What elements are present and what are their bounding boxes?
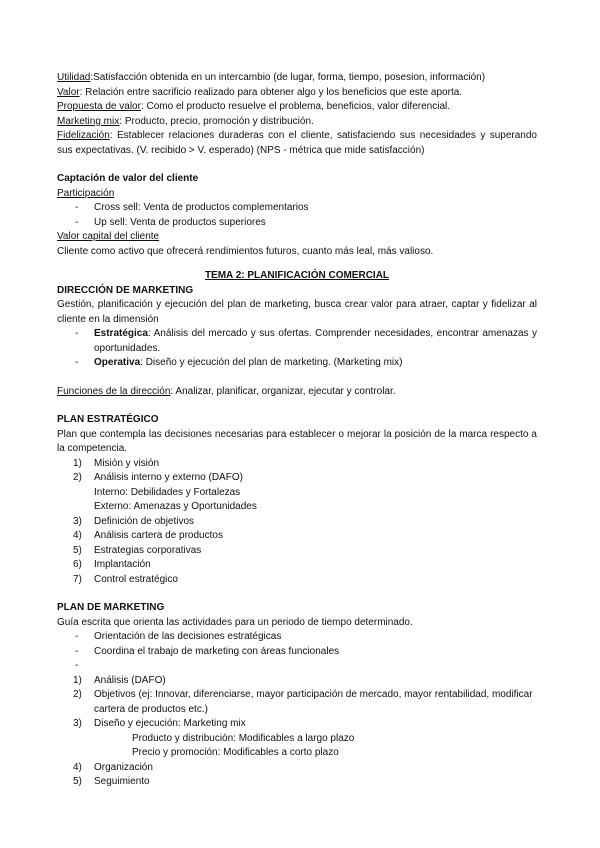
list-item: 4) Organización <box>73 761 153 773</box>
list-item: - Estratégica: Análisis del mercado y sus ofertas. Comprender necesidades, encontrar amenazas y oportunidades. <box>75 328 537 354</box>
list-item: 7) Control estratégico <box>73 573 178 585</box>
list-item: - Coordina el trabajo de marketing con áreas funcionales <box>75 645 340 657</box>
definition-valor: Valor: Relación entre sacrificio realizado para obtener algo y los beneficios que este aporta. <box>57 86 463 98</box>
definition-propuesta-valor: Propuesta de valor: Como el producto resuelve el problema, beneficios, valor diferencial. <box>57 101 451 112</box>
direccion-heading: DIRECCIÓN DE MARKETING <box>57 284 194 296</box>
list-item: 5) Estrategias corporativas <box>73 544 202 556</box>
list-item: 2) Análisis interno y externo (DAFO) <box>73 472 243 483</box>
plan-estrategico-heading: PLAN ESTRATÉGICO <box>57 414 159 425</box>
list-item: 2) Objetivos (ej: Innovar, diferenciarse, mayor participación de mercado, mayor rentabilidad, modificar cartera de productos etc.) <box>73 689 533 715</box>
list-item: 3) Diseño y ejecución: Marketing mix <box>73 718 246 729</box>
sub-item: Interno: Debilidades y Fortalezas <box>94 486 241 498</box>
list-item: 3) Definición de objetivos <box>73 515 195 527</box>
plan-estrategico-text: Plan que contempla las decisiones necesarias para establecer o mejorar la posición de la marca respecto a la competencia. <box>57 428 537 454</box>
plan-marketing-heading: PLAN DE MARKETING <box>57 602 165 613</box>
definition-fidelizacion: Fidelización: Establecer relaciones duraderas con el cliente, satisfaciendo sus necesidades y superando sus expectativas. (V. recibido > V. esperado) (NPS - métrica que mide satisfacción) <box>57 130 537 156</box>
captacion-heading: Captación de valor del cliente <box>57 173 199 184</box>
list-item: 1) Análisis (DAFO) <box>73 674 166 686</box>
valor-capital-text: Cliente como activo que ofrecerá rendimientos futuros, cuanto más leal, más valioso. <box>57 245 434 257</box>
document-page <box>57 71 537 790</box>
definition-utilidad: Utilidad:Satisfacción obtenida en un intercambio (de lugar, forma, tiempo, posesion, información) <box>57 72 486 83</box>
sub-item: Producto y distribución: Modificables a largo plazo <box>132 732 355 744</box>
list-item: - Up sell: Venta de productos superiores <box>75 216 266 228</box>
list-item: 4) Análisis cartera de productos <box>73 530 223 541</box>
sub-item: Precio y promoción: Modificables a corto plazo <box>132 747 339 758</box>
list-item: 1) Misión y visión <box>73 457 160 469</box>
list-item: - <box>75 660 79 671</box>
plan-marketing-text: Guía escrita que orienta las actividades para un periodo de tiempo determinado. <box>57 616 413 628</box>
participacion-label: Participación <box>57 187 115 199</box>
direccion-text: Gestión, planificación y ejecución del plan de marketing, busca crear valor para atraer, captar y fidelizar al cliente en la dimensión <box>57 299 537 325</box>
list-item: 5) Seguimiento <box>73 776 150 787</box>
list-item: - Cross sell: Venta de productos complementarios <box>75 202 309 213</box>
section-title: TEMA 2: PLANIFICACIÓN COMERCIAL <box>204 270 390 281</box>
list-item: 6) Implantación <box>73 559 151 570</box>
list-item: - Orientación de las decisiones estratégicas <box>75 631 282 642</box>
funciones-direccion: Funciones de la dirección: Analizar, planificar, organizar, ejecutar y controlar. <box>57 385 396 397</box>
valor-capital-label: Valor capital del cliente <box>57 231 160 242</box>
definition-marketing-mix: Marketing mix: Producto, precio, promoción y distribución. <box>57 115 314 127</box>
list-item: - Operativa: Diseño y ejecución del plan de marketing. (Marketing mix) <box>75 357 403 368</box>
sub-item: Externo: Amenazas y Oportunidades <box>94 501 257 512</box>
